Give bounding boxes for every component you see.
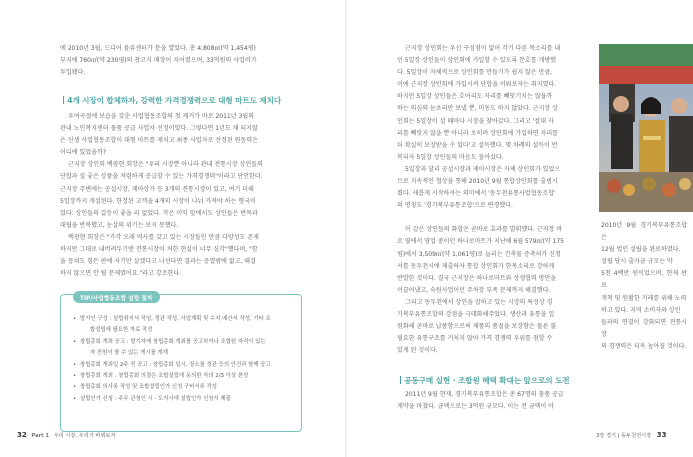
body-line: 서를 동두천시에 제출하자 통합 상인회가 한목소리로 강하게 xyxy=(397,262,555,270)
body-line: 을 뭉쳐도 힘든 판에 자기만 살겠다고 나선다면 결과는 공멸밖에 없고, 해결 xyxy=(60,258,256,266)
body-line: 필요한 유통구조를 거치지 않아 가격 경쟁력 우위를 점할 수 xyxy=(397,335,553,343)
body-line: 2010년 9월 경기북부유통조합은 xyxy=(601,222,687,242)
body-line: 2011년 9월 현재, 경기북부유통조합은 총 67명의 물품 공급 xyxy=(405,391,564,398)
section-heading: 공동구매 실현 · 조합원 혜택 확대는 앞으로의 도전 xyxy=(400,375,570,386)
body-line: 하는 의심의 눈초리만 보낼 뿐, 미동도 하지 않았다. 근지장 상 xyxy=(397,105,558,113)
body-line: 근지장 상인회는 우선 구성점이 없어 각기 다른 목소리를 내 xyxy=(405,45,561,52)
body-line: 설립 당시 출자금 규모는 약 xyxy=(601,258,673,266)
body-line: 다. 5일장이 자체적으로 상인회를 만들기가 쉽지 않은 만큼, xyxy=(397,69,553,77)
body-line: 그리고 동두천에서 상인을 잡하고 있는 시장의 특성상 경 xyxy=(405,298,553,306)
body-line: 더 확실히 보장받을 수 있다'고 설득했다. 몇 차례의 설득이 반 xyxy=(397,141,558,149)
right-footer: 3장 경기 | 동두천전시장 33 xyxy=(596,431,667,439)
body-line: 이끌어냈고, 숙원사업이던 주차장 부족 문제까지 해결했다. xyxy=(397,286,551,294)
right-col2-text xyxy=(601,220,687,353)
body-line: 5천 4백만 원이었으며, 현재 판로 xyxy=(601,270,687,290)
body-line: 있게 된 것이다. xyxy=(397,347,438,355)
tip-item: • 설립인가 신청 : 주무 관청인 시 · 도지사에 설립인가 신청서 제출 xyxy=(73,395,231,402)
body-line: 었다. 상인들의 갈등이 좋을 리 없었다. 작은 이익 앞에서도 상인들은 반목과 xyxy=(60,209,258,217)
intro-line: 투입됐다. xyxy=(60,69,86,77)
right-col1-text xyxy=(397,43,593,357)
footer-title: 동두천전시장 xyxy=(621,433,652,439)
body-line: 의 명칭도 '경기북부유통조합'으로 변경했다. xyxy=(397,202,513,210)
tip-title: TIP/사업협동조합 설립 절차 xyxy=(73,291,160,303)
body-line: 기북부유통조합의 강점을 극대화해주었다. 생산과 유통을 일 xyxy=(397,310,555,318)
footer-title: 우리 시장, 우리가 바꿔보자 xyxy=(53,433,116,439)
page-number: 33 xyxy=(656,431,667,439)
body-line: 반발한 것이다. 결국 근지장은 하나로마트와 상생협력 방안을 xyxy=(397,274,557,282)
body-line: 던 5일장 상인들이 상인회에 가입할 수 있도록 문호를 개방했 xyxy=(397,57,557,65)
body-line: 므로 지속적인 협상을 통해 2010년 9월 통합상인회를 출범시 xyxy=(397,178,558,186)
body-line: 평)에서 3,509㎡(약 1,061평)로 늘리는 건축물 증축허가 신청 xyxy=(397,250,561,258)
body-line: 계약을 마쳤다. 금액으로는 3억원 규모다. 이는 전 금액이 아 xyxy=(397,403,554,411)
body-line: 백광현 회장은 "가각 오래 역사를 갖고 있는 시장들인 만큼 다양성도 존재 xyxy=(68,233,259,241)
right-bottom-text xyxy=(397,389,685,413)
left-page xyxy=(0,0,346,457)
body-line: 이에 근지장 상인회에 가입시켜 단합을 이뤄보자는 취지였다. xyxy=(397,81,557,89)
intro-text xyxy=(60,43,300,79)
body-line: 하고 있다. 지역 소비자와 상인 xyxy=(601,306,681,314)
tip-item: • 창립총회 개최 : 창립총회 의결은 조합설립에 동의한 자의 2/3 이상 찬성 xyxy=(73,373,249,380)
body-line: 하지만 그대로 내버려두기엔 전통시장이 처한 현실이 너무 심각"했다며, "함 xyxy=(60,246,258,254)
body-line: 리를 빼앗지 않을 뿐 아니라 오히려 상인회에 가입하면 자리를 xyxy=(397,129,559,137)
body-line: 복되자 5일장 상인들의 마음도 돌아섰다. xyxy=(397,153,504,161)
body-line: 우여곡절에 보습을 갖춘 사업협동조합의 첫 제거가 바로 2011년 3월의 xyxy=(68,113,254,120)
body-line: 원화해 곧바로 납품함으로써 제품의 품질을 보장함은 물론 불 xyxy=(397,323,557,331)
body-line: 하지만 5일장 상인들은 호어리도 자리를 빼앗기지는 않을까 xyxy=(397,93,553,101)
market-photo xyxy=(599,44,693,212)
body-line: 근지장 주변에는 공설시장, 제아상가 등 3개의 전통시장이 있고, 여기 더해 xyxy=(60,185,254,193)
market-photo-illustration xyxy=(599,44,693,212)
tip-list xyxy=(73,314,293,405)
body-line: 로 옆에서 영업 중이던 하나로마트가 지난해 6월 579㎡(약 175 xyxy=(397,238,564,246)
footer-part: Part 1 xyxy=(31,433,50,439)
body-line: 은 신생 사업협동조합이 대형 마트를 제치고 최종 사업자로 선정된 원동력은 xyxy=(60,137,258,145)
tip-item: • 발기인 구성 : 설립취지서 작성, 정관 작성, 사업계획 및 수지 예산서 작성, 기타 조 합설립에 필요한 자료 작성 xyxy=(73,316,271,334)
tip-item: • 창립총회 개최일 2주 전 공고 : 창립총회 일시, 장소를 정관 등의 안건과 함께 공고 xyxy=(73,361,271,368)
body-line: 대립을 반복했고, 눈살의 위기는 보지 못했다. xyxy=(60,221,179,229)
tip-item: • 창립총회 개최 공고 : 발기자에 창립총회 개최를 공고하거나 조합원 자격이 있는 자 전원이 볼 수 있는 게시를 게재 xyxy=(73,338,266,357)
section-heading: 4개 시장이 합체하자, 강력한 가격경쟁력으로 대형 마트도 제치다 xyxy=(63,95,281,106)
body-line: 의 경쟁력은 더욱 높아질 것이다. xyxy=(601,342,687,350)
page-number: 32 xyxy=(17,431,27,439)
intro-line: 에 2010년 3월, 드디어 물류센터가 문을 열었다. 총 4,808㎡(약 1,454평) xyxy=(60,45,256,52)
body-text xyxy=(60,111,300,280)
heading-bar xyxy=(400,376,401,384)
body-line: 어디에 있었을까? xyxy=(60,149,106,157)
body-line: 인회는 5일장이 설 때마다 시장을 찾아갔다. 그리고 '절대 자 xyxy=(397,117,554,125)
body-line: 5일장까지 개설된다. 한정된 고객을 4개의 시장이 나눠 가져야 하는 형국이 xyxy=(60,197,256,205)
intro-line: 부지에 760㎡(약 230평)의 창고식 매장이 지어졌으며, 33억원의 사업비가 xyxy=(60,57,257,65)
body-line: 켰다. 새롭게 시작하자는 의미에서 '동두천유통사업협동조합' xyxy=(397,190,556,198)
body-line: 단합과 질 좋은 상품을 저렴하게 공급할 수 있는 가격경쟁력"이라고 단언한다. xyxy=(60,173,263,181)
heading-bar xyxy=(63,96,64,104)
body-line: 5일장과 달리 공설시장과 제아시장은 자체 상인회가 있었으 xyxy=(405,165,561,173)
body-line: 이 같은 상인들의 화합은 곧바로 효과를 발휘했다. 근지장 바 xyxy=(405,226,563,234)
footer-chapter: 3장 경기 xyxy=(596,433,616,439)
body-line: 개척 및 원활한 거래를 위해 노력 xyxy=(601,294,687,302)
body-line: 들과의 연결이 강화되면 전통시장 xyxy=(601,318,687,338)
body-line: 관내 노인복지센터 물품 공급 사업자 선정이었다. 그렇다면 1년도 채 되지않 xyxy=(60,125,258,133)
left-footer xyxy=(17,431,115,439)
tip-item: • 창립총회 의사록 작성 및 조합설립인가 신청 구비서류 작성 xyxy=(73,384,217,391)
body-line: 12월 법인 설립을 완료하였다. xyxy=(601,246,681,254)
body-line: 하지 않으면 안 될 문제였어요."라고 강조한다. xyxy=(60,270,182,278)
body-line: 근지장 상인회 백광현 회장은 "우리 시장뿐 아니라 관내 전통시장 상인들의 xyxy=(68,161,263,169)
